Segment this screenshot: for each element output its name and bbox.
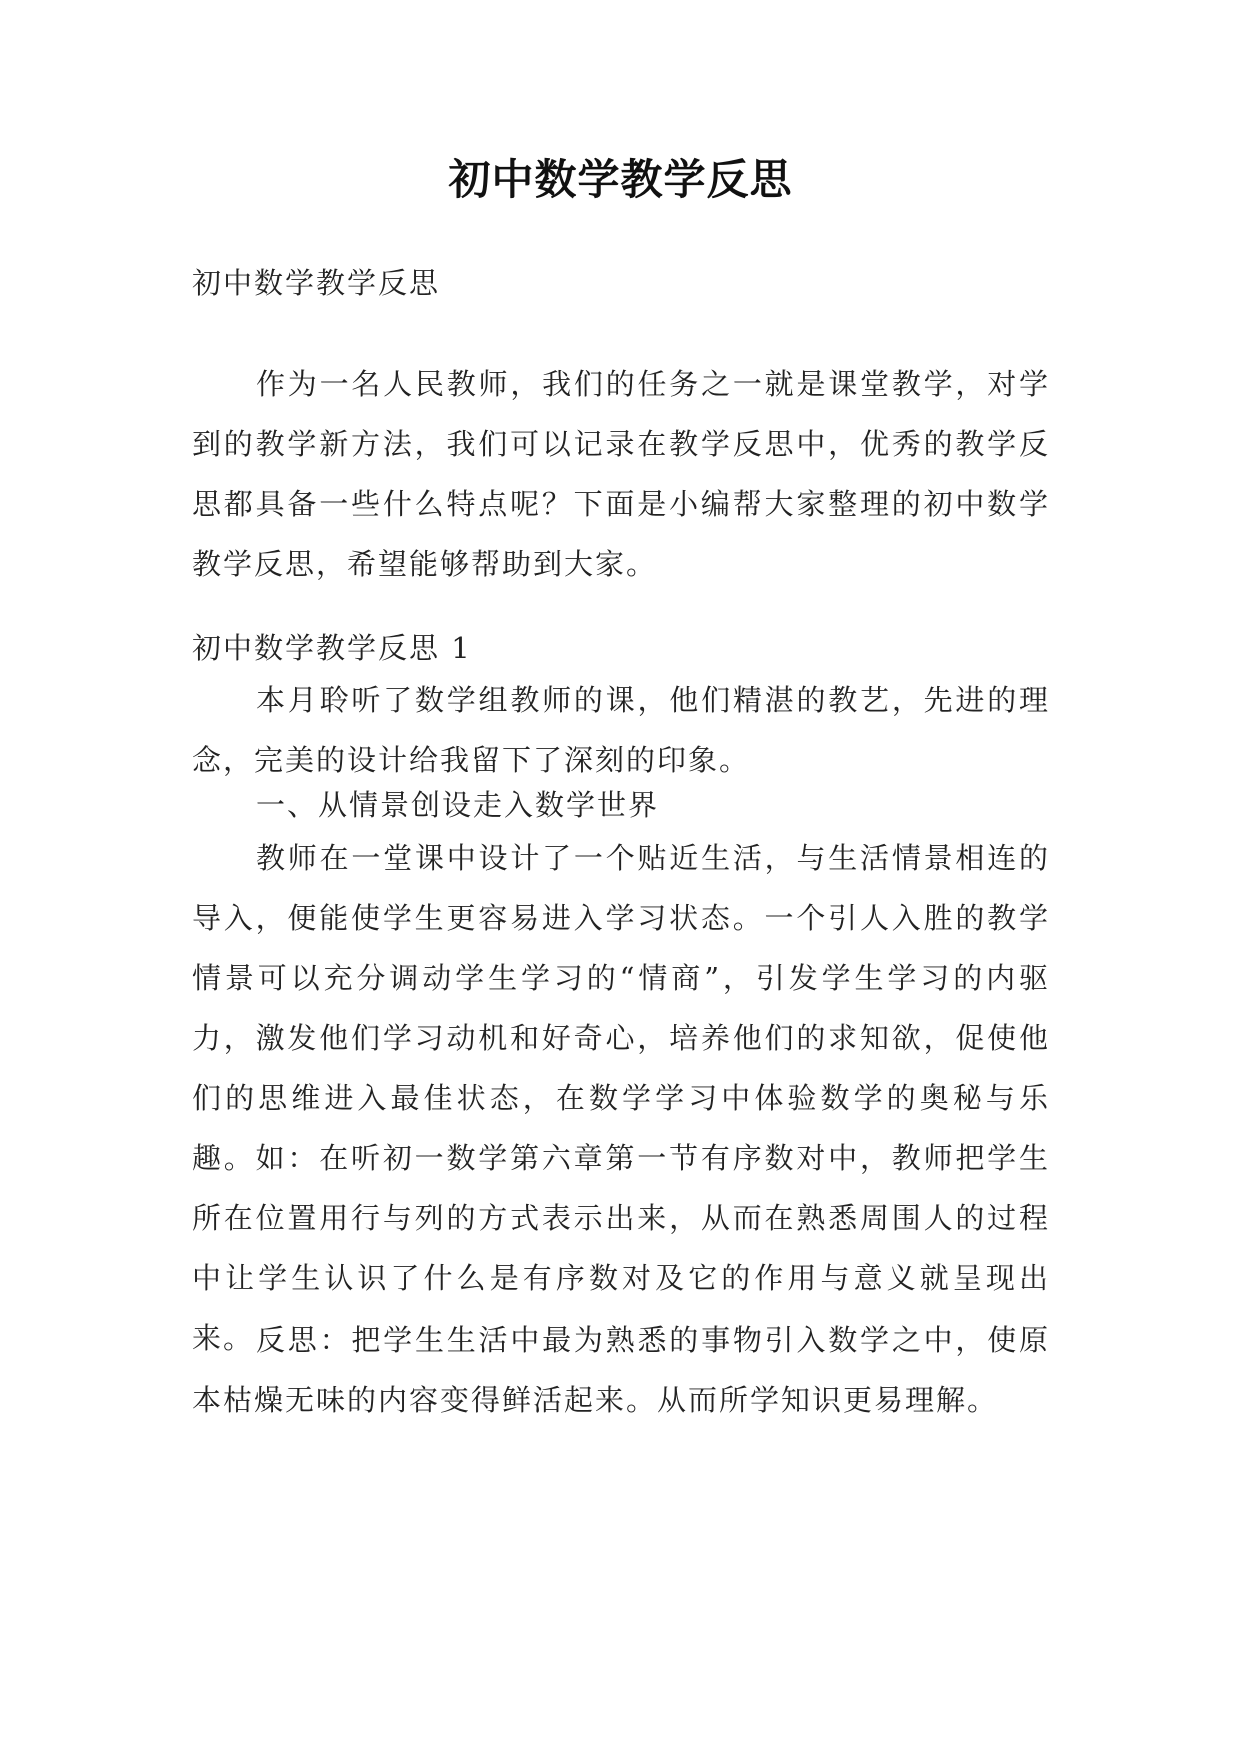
- paragraph-1: 本月聆听了数学组教师的课，他们精湛的教艺，先进的理念，完美的设计给我留下了深刻的印象。: [192, 683, 1050, 777]
- section-1-heading: 初中数学教学反思 1: [192, 631, 472, 665]
- section-point-heading: 一、从情景创设走入数学世界: [256, 788, 660, 822]
- document-subtitle: 初中数学教学反思: [192, 266, 441, 300]
- reflection-paragraph: 反思：把学生生活中最为熟悉的事物引入数学之中，使原本枯燥无味的内容变得鲜活起来。从而所学知识更易理解。: [192, 1323, 1050, 1417]
- paragraph-2: 教师在一堂课中设计了一个贴近生活，与生活情景相连的导入，便能使学生更容易进入学习状态。一个引人入胜的教学情景可以充分调动学生学习的“情商”，引发学生学习的内驱力，激发他们学习动机和好奇心，培养他们的求知欲，促使他们的思维进入最佳状态，在数学学习中体验数学的奥秘与乐趣。如：在听初一数学第六章第一节有序数对中，教师把学生所在位置用行与列的方式表示出来，从而在熟悉周围人的过程中让学生认识了什么是有序数对及它的作用与意义就呈现出来。: [192, 841, 1050, 1355]
- document-title: 初中数学教学反思: [448, 155, 793, 204]
- intro-paragraph: 作为一名人民教师，我们的任务之一就是课堂教学，对学到的教学新方法，我们可以记录在教学反思中，优秀的教学反思都具备一些什么特点呢？下面是小编帮大家整理的初中数学教学反思，希望能够帮助到大家。: [192, 367, 1050, 581]
